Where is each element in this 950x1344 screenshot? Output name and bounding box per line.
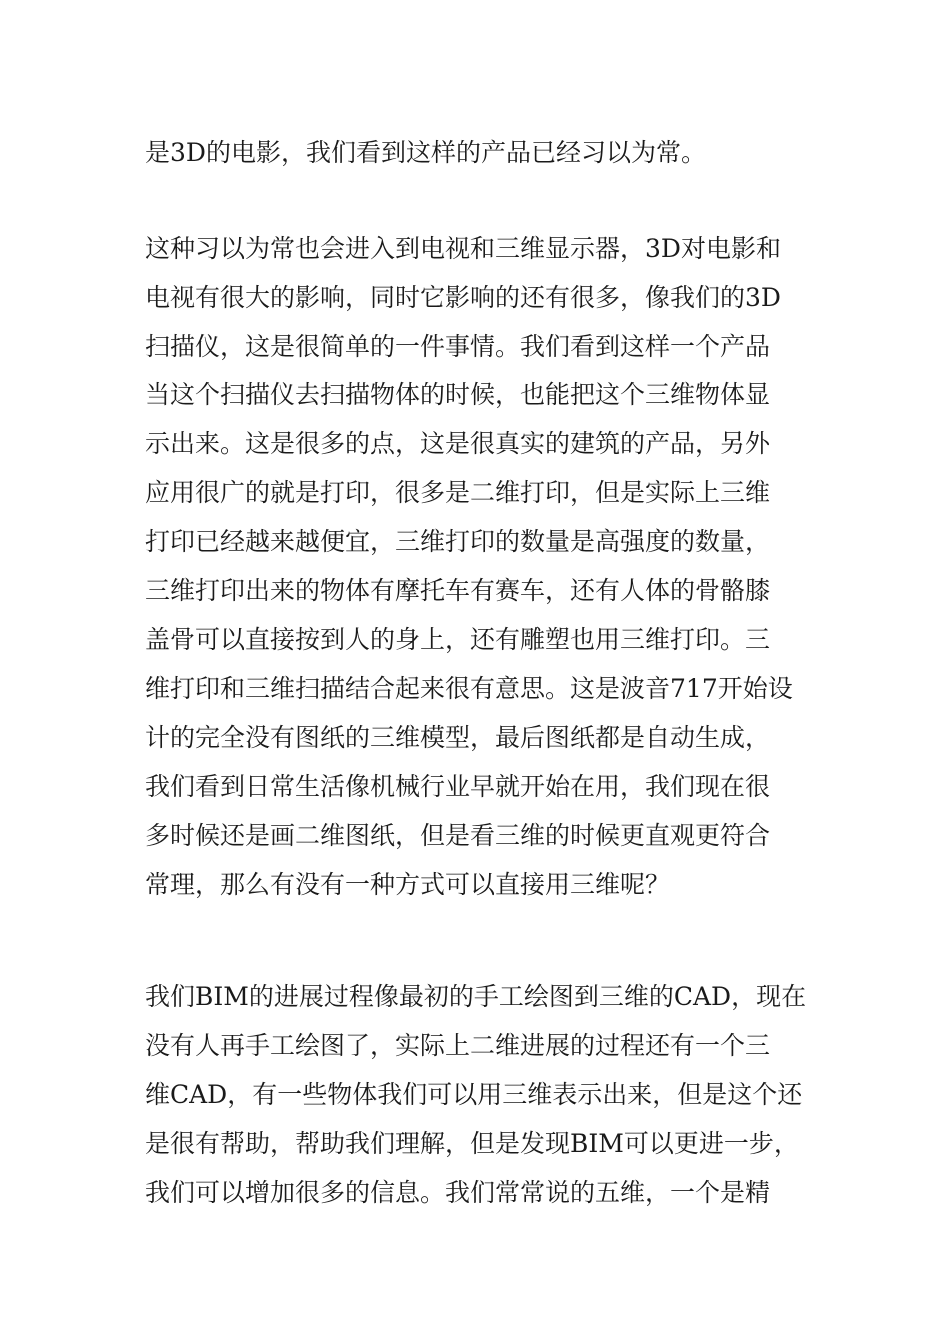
paragraph-3-line-4: 是很有帮助，帮助我们理解，但是发现BIM可以更进一步， <box>145 1129 799 1158</box>
paragraph-2-line-6: 应用很广的就是打印，很多是二维打印，但是实际上三维 <box>145 478 771 507</box>
paragraph-2-line-12: 我们看到日常生活像机械行业早就开始在用，我们现在很 <box>145 772 771 801</box>
paragraph-3-line-5: 我们可以增加很多的信息。我们常常说的五维，一个是精 <box>145 1178 771 1207</box>
paragraph-2-line-2: 电视有很大的影响，同时它影响的还有很多，像我们的3D <box>145 283 781 312</box>
paragraph-3-line-3: 维CAD，有一些物体我们可以用三维表示出来，但是这个还 <box>145 1080 803 1109</box>
paragraph-2-line-13: 多时候还是画二维图纸，但是看三维的时候更直观更符合 <box>145 821 771 850</box>
paragraph-2-line-10: 维打印和三维扫描结合起来很有意思。这是波音717开始设 <box>145 674 793 703</box>
paragraph-1-line-1: 是3D的电影，我们看到这样的产品已经习以为常。 <box>145 138 706 167</box>
paragraph-2-line-9: 盖骨可以直接按到人的身上，还有雕塑也用三维打印。三 <box>145 625 771 654</box>
paragraph-2-line-14: 常理，那么有没有一种方式可以直接用三维呢？ <box>145 870 671 899</box>
paragraph-2-line-7: 打印已经越来越便宜，三维打印的数量是高强度的数量， <box>145 527 771 556</box>
paragraph-2-line-4: 当这个扫描仪去扫描物体的时候，也能把这个三维物体显 <box>145 380 771 409</box>
paragraph-3-line-2: 没有人再手工绘图了，实际上二维进展的过程还有一个三 <box>145 1031 771 1060</box>
paragraph-2-line-11: 计的完全没有图纸的三维模型，最后图纸都是自动生成， <box>145 723 771 752</box>
paragraph-2-line-3: 扫描仪，这是很简单的一件事情。我们看到这样一个产品 <box>145 332 771 361</box>
paragraph-2-line-5: 示出来。这是很多的点，这是很真实的建筑的产品，另外 <box>145 429 771 458</box>
paragraph-2-line-8: 三维打印出来的物体有摩托车有赛车，还有人体的骨骼膝 <box>145 576 771 605</box>
paragraph-3-line-1: 我们BIM的进展过程像最初的手工绘图到三维的CAD，现在 <box>145 982 807 1011</box>
paragraph-2-line-1: 这种习以为常也会进入到电视和三维显示器，3D对电影和 <box>145 234 781 263</box>
